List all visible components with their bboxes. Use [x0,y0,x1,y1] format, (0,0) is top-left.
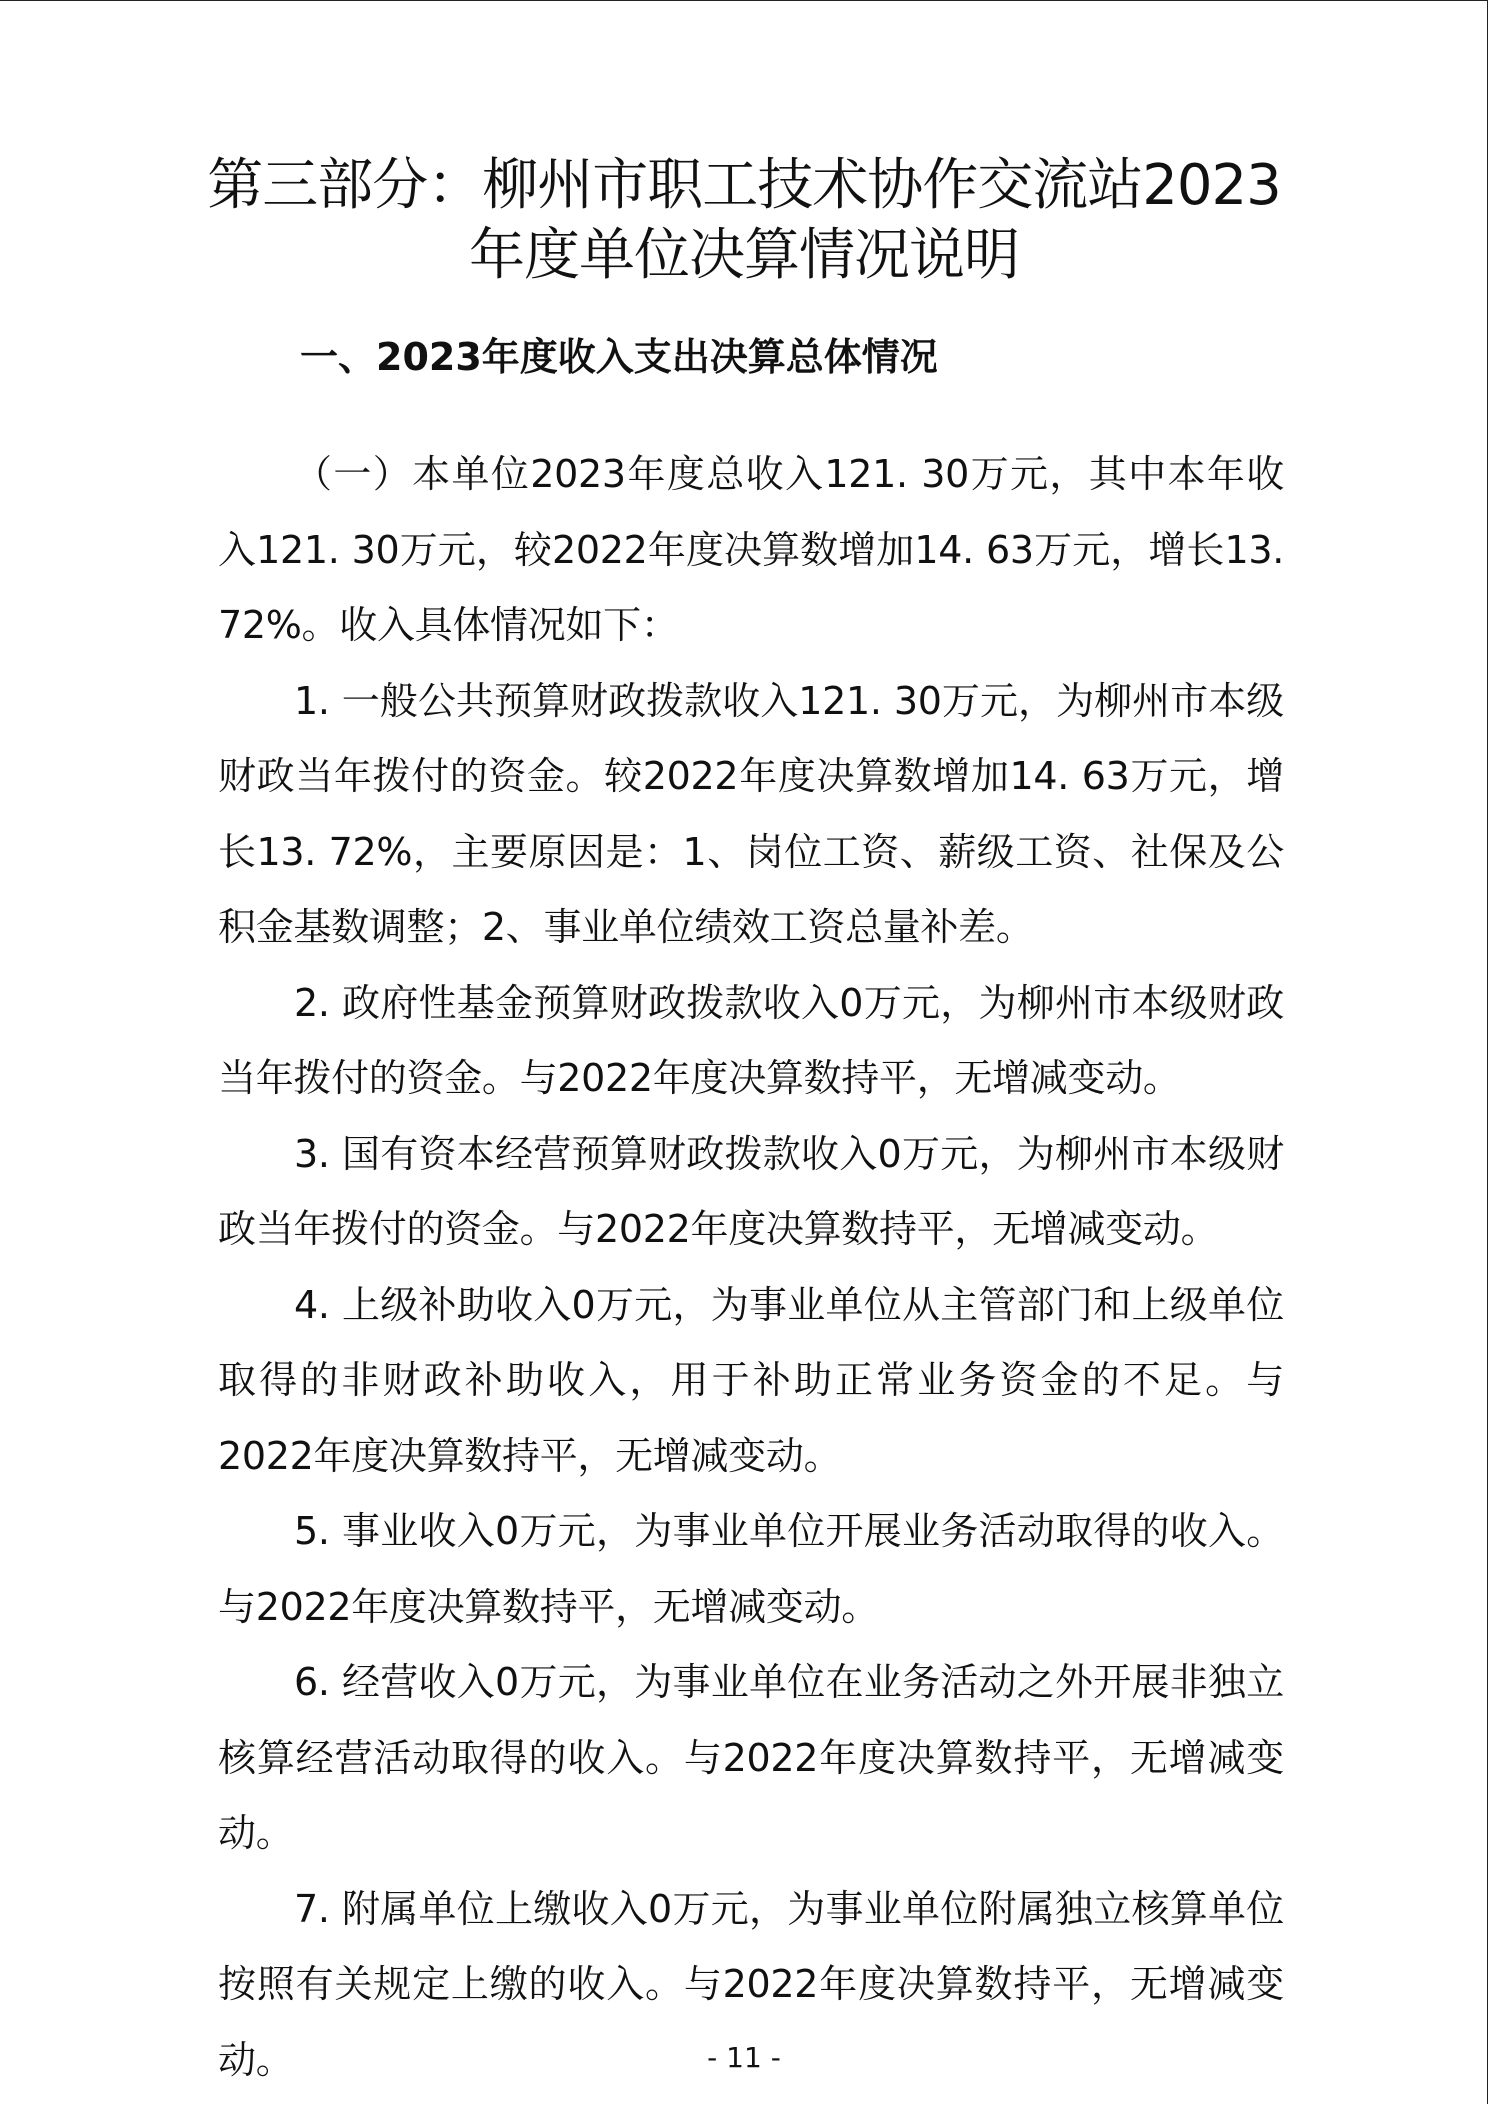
document-body [218,437,1284,2098]
paragraph-operating-income: 6. 经营收入0万元，为事业单位在业务活动之外开展非独立核算经营活动取得的收入。与2022年度决算数持平，无增减变动。 [218,1660,1284,1855]
paragraph-summary: （一）本单位2023年度总收入121. 30万元，其中本年收入121. 30万元，较2022年度决算数增加14. 63万元，增长13. 72%。收入具体情况如下： [218,452,1284,647]
paragraph-state-capital: 3. 国有资本经营预算财政拨款收入0万元，为柳州市本级财政当年拨付的资金。与2022年度决算数持平，无增减变动。 [218,1131,1284,1251]
page-number: - 11 - [707,2041,781,2074]
paragraph-business-income: 5. 事业收入0万元，为事业单位开展业务活动取得的收入。与2022年度决算数持平，无增减变动。 [218,1509,1284,1629]
section-heading: 一、2023年度收入支出决算总体情况 [300,335,938,379]
page-title [160,151,1328,291]
page-title-line-2: 年度单位决算情况说明 [469,223,1019,288]
page-title-line-1: 第三部分：柳州市职工技术协作交流站2023 [207,153,1281,218]
paragraph-affiliated-income: 7. 附属单位上缴收入0万元，为事业单位附属独立核算单位按照有关规定上缴的收入。与2022年度决算数持平，无增减变动。 [218,1886,1284,2082]
paragraph-general-budget: 1. 一般公共预算财政拨款收入121. 30万元，为柳州市本级财政当年拨付的资金。较2022年度决算数增加14. 63万元，增长13. 72%，主要原因是：1、岗位工资、薪级工资、社保及公积金基数调整；2、事业单位绩效工资总量补差。 [218,678,1284,949]
paragraph-superior-subsidy: 4. 上级补助收入0万元，为事业单位从主管部门和上级单位取得的非财政补助收入，用于补助正常业务资金的不足。与2022年度决算数持平，无增减变动。 [218,1282,1284,1478]
paragraph-government-fund: 2. 政府性基金预算财政拨款收入0万元，为柳州市本级财政当年拨付的资金。与2022年度决算数持平，无增减变动。 [218,980,1284,1100]
